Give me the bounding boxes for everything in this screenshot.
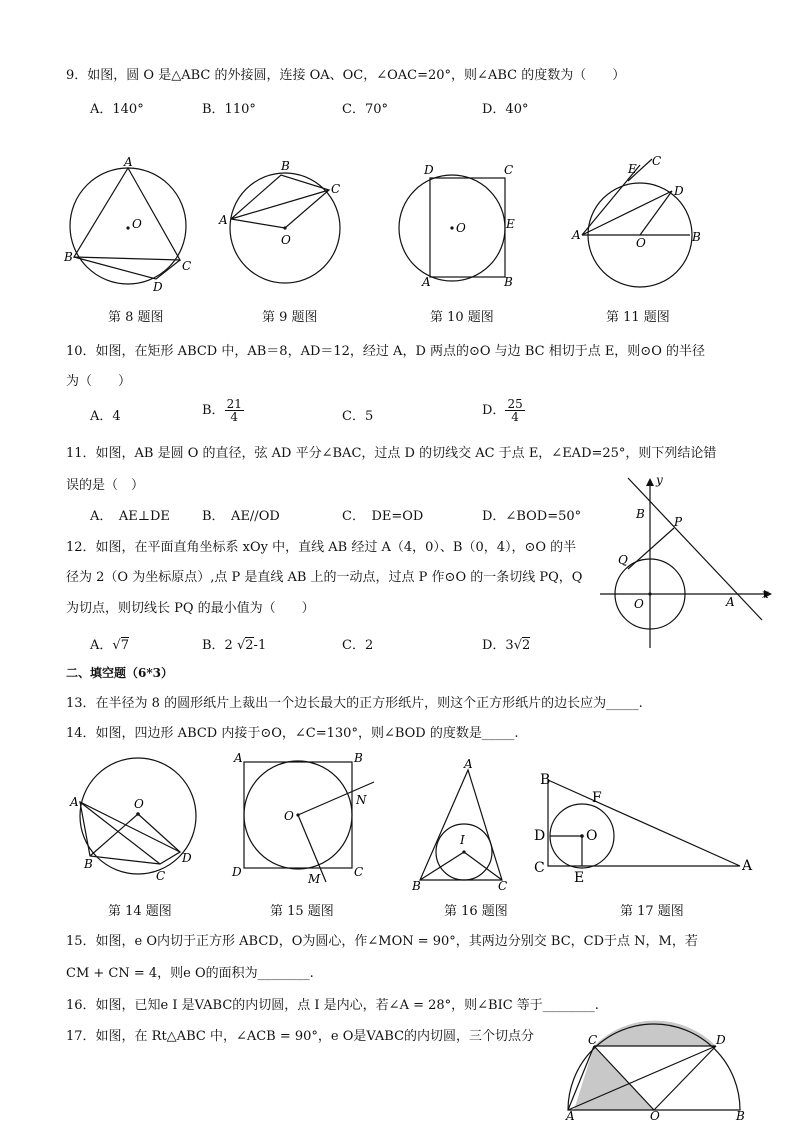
radicand: 2 (245, 638, 254, 653)
q14-stem: 14．如图，四边形 ABCD 内接于⊙O，∠C=130°，则∠BOD 的度数是_____. (66, 726, 519, 741)
svg-text:B: B (540, 772, 551, 788)
caption-fig10: 第 10 题图 (430, 310, 494, 325)
q12-option-d-label: D．3 (482, 638, 514, 653)
q10-option-b-label: B． (202, 403, 225, 418)
q11-option-b: B． AE//OD (202, 509, 280, 524)
q16-stem: 16．如图，已知e I 是VABC的内切圆，点 I 是内心，若∠A = 28°，则∠BIC 等于________. (66, 998, 599, 1013)
caption-fig17: 第 17 题图 (620, 904, 684, 919)
q12-option-c: C．2 (342, 638, 374, 653)
caption-fig8: 第 8 题图 (108, 310, 164, 325)
svg-text:A: A (124, 155, 133, 169)
q11-stem-line1: 11．如图，AB 是圆 O 的直径，弦 AD 平分∠BAC，过点 D 的切线交 AC 于点 E，∠EAD=25°，则下列结论错 (66, 446, 717, 461)
sqrt-sign: √ (513, 638, 522, 653)
q10-option-d (482, 398, 525, 423)
q9-option-c: C．70° (342, 102, 388, 117)
figure-17 (530, 770, 755, 886)
q9-option-a: A．140° (90, 102, 144, 117)
q12-stem-line2: 径为 2（O 为坐标原点）,点 P 是直线 AB 上的一动点，过点 P 作⊙O 的一条切线 PQ，Q (66, 570, 583, 585)
fraction-numerator: 21 (226, 397, 242, 411)
caption-fig11: 第 11 题图 (606, 310, 670, 325)
svg-text:B: B (736, 1109, 745, 1123)
figure-15 (228, 752, 378, 886)
caption-fig9: 第 9 题图 (262, 310, 318, 325)
svg-text:O: O (281, 233, 291, 247)
svg-text:E: E (506, 217, 515, 231)
svg-text:A: A (572, 228, 581, 242)
svg-text:B: B (412, 879, 421, 893)
fraction (505, 398, 524, 423)
svg-text:A: A (234, 751, 243, 765)
svg-text:E: E (628, 162, 637, 176)
caption-fig16: 第 16 题图 (444, 904, 508, 919)
fraction (225, 398, 244, 423)
q12-stem-line1: 12．如图，在平面直角坐标系 xOy 中，直线 AB 经过 A（4，0）、B（0，4），⊙O 的半 (66, 540, 577, 555)
svg-text:B: B (64, 250, 73, 264)
q12-option-b-label: B．2 (202, 638, 233, 653)
svg-text:C: C (652, 154, 662, 168)
q10-stem-line1: 10．如图，在矩形 ABCD 中，AB＝8，AD＝12，经过 A，D 两点的⊙O 与边 BC 相切于点 E，则⊙O 的半径 (66, 344, 705, 359)
svg-text:A: A (219, 213, 228, 227)
q10-option-c: C．5 (342, 409, 374, 424)
svg-text:O: O (134, 797, 144, 811)
figure-8 (60, 155, 200, 295)
q13-stem: 13．在半径为 8 的圆形纸片上裁出一个边长最大的正方形纸片，则这个正方形纸片的边长应为_____. (66, 696, 643, 711)
svg-text:A: A (742, 858, 753, 874)
q11-option-d: D．∠BOD=50° (482, 509, 582, 524)
q10-option-a: A．4 (90, 409, 121, 424)
q11-option-c: C． DE=OD (342, 509, 424, 524)
svg-text:B: B (281, 159, 290, 173)
svg-text:P: P (674, 515, 683, 529)
fraction-denominator: 4 (230, 410, 239, 424)
q15-stem-line2: CM + CN = 4，则e O的面积为________. (66, 966, 314, 981)
figure-12 (598, 472, 778, 650)
q9-stem: 9．如图，圆 O 是△ABC 的外接圆，连接 OA、OC，∠OAC=20°，则∠ABC 的度数为（ ） (66, 68, 626, 83)
svg-text:E: E (574, 870, 585, 886)
sqrt-sign: √ (236, 638, 246, 653)
svg-text:C: C (156, 869, 166, 883)
svg-text:O: O (284, 809, 294, 823)
svg-text:B: B (354, 751, 363, 765)
q9-option-b: B．110° (202, 102, 256, 117)
q12-option-b (202, 634, 266, 653)
fraction-denominator: 4 (511, 410, 519, 424)
svg-text:M: M (308, 872, 321, 886)
figure-14 (68, 752, 208, 892)
svg-text:F: F (592, 790, 602, 806)
radicand: 7 (120, 638, 129, 653)
figure-10 (392, 160, 527, 295)
svg-text:A: A (464, 757, 473, 771)
q11-stem-line2: 误的是（ ） (66, 478, 145, 493)
svg-text:B: B (504, 275, 513, 289)
q17-stem: 17．如图，在 Rt△ABC 中，∠ACB = 90°，e O是VABC的内切圆，三个切点分 (66, 1029, 535, 1044)
q10-option-d-label: D． (482, 403, 506, 418)
svg-text:O: O (132, 217, 142, 231)
q10-option-b (202, 398, 244, 423)
fraction-numerator: 25 (507, 397, 523, 411)
svg-text:A: A (70, 795, 79, 809)
svg-text:B: B (692, 230, 701, 244)
figure-11 (570, 155, 710, 295)
caption-fig14: 第 14 题图 (108, 904, 172, 919)
svg-text:D: D (716, 1033, 726, 1047)
q10-stem-line2: 为（ ） (66, 374, 132, 389)
svg-text:D: D (182, 851, 192, 865)
svg-text:O: O (636, 236, 646, 250)
radicand: 2 (522, 638, 531, 653)
svg-text:O: O (650, 1109, 660, 1123)
caption-fig15: 第 15 题图 (270, 904, 334, 919)
svg-text:C: C (354, 865, 364, 879)
svg-text:C: C (504, 163, 514, 177)
svg-text:I: I (460, 833, 465, 847)
q9-option-d: D．40° (482, 102, 529, 117)
svg-text:O: O (456, 221, 466, 235)
figure-9 (215, 160, 355, 295)
svg-text:D: D (153, 280, 163, 294)
q12-option-d (482, 634, 530, 653)
svg-text:A: A (422, 275, 431, 289)
q12-option-a-label: A． (90, 638, 113, 653)
q12-stem-line3: 为切点，则切线长 PQ 的最小值为（ ） (66, 601, 315, 616)
svg-text:O: O (634, 597, 644, 611)
svg-text:C: C (331, 182, 341, 196)
svg-text:D: D (534, 828, 546, 844)
svg-text:B: B (636, 507, 645, 521)
q15-stem-line1: 15．如图，e O内切于正方形 ABCD，O为圆心，作∠MON = 90°，其两边分别交 BC，CD于点 N，M，若 (66, 934, 698, 949)
svg-text:x: x (762, 587, 769, 601)
svg-text:C: C (182, 259, 192, 273)
svg-text:N: N (356, 793, 367, 807)
figure-semicircle (566, 1033, 766, 1123)
q12-option-a (90, 634, 129, 653)
q11-option-a: A． AE⊥DE (90, 509, 170, 524)
svg-text:O: O (586, 828, 598, 844)
svg-text:D: D (674, 184, 684, 198)
svg-text:B: B (84, 857, 93, 871)
svg-text:C: C (534, 860, 545, 876)
svg-text:C: C (588, 1033, 598, 1047)
svg-text:A: A (566, 1109, 575, 1123)
section-title: 二、填空题（6*3） (66, 666, 173, 680)
svg-text:Q: Q (618, 553, 628, 567)
q12-option-b-tail: -1 (253, 638, 267, 653)
svg-text:A: A (726, 595, 735, 609)
svg-text:D: D (232, 865, 242, 879)
figure-16 (406, 756, 516, 892)
svg-text:y: y (656, 473, 663, 487)
sqrt-sign: √ (112, 638, 121, 653)
svg-text:D: D (424, 163, 434, 177)
svg-text:C: C (498, 879, 508, 893)
